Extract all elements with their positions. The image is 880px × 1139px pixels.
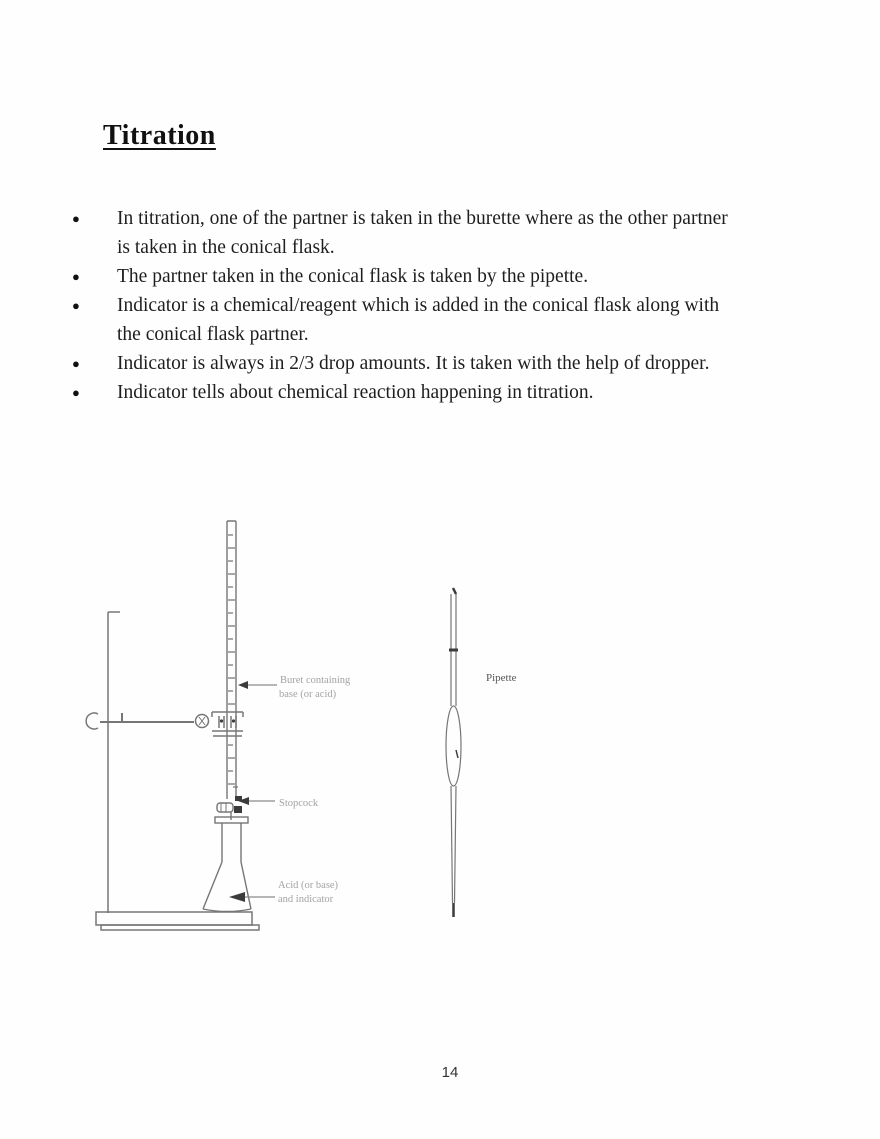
pipette-bulb: [446, 706, 461, 786]
flask-label-line2: and indicator: [278, 894, 334, 905]
retort-stand: [86, 612, 259, 930]
pipette-bulb-mark: [456, 750, 458, 758]
pipette-label: Pipette: [486, 672, 517, 684]
stand-base-edge: [101, 925, 259, 930]
burette: [217, 521, 238, 820]
pipette-upper-stem: [451, 594, 456, 706]
flask-arrowhead: [229, 892, 245, 902]
burette-bracket: [212, 712, 243, 736]
clamp-hook: [86, 713, 98, 729]
stopcock-handle: [217, 803, 233, 812]
burette-label-line1: Buret containing: [280, 675, 351, 686]
stand-pole: [108, 612, 120, 913]
pipette-marks: [449, 588, 458, 917]
burette-label-line2: base (or acid): [279, 689, 337, 700]
stopcock-arrowhead: [238, 797, 249, 805]
pipette-lower-stem: [451, 786, 456, 903]
clamp-arm: [100, 713, 194, 722]
flask-neck: [222, 823, 241, 862]
list-item: ● In titration, one of the partner is taken in the burette where as the other partner is taken in the conical flask.: [72, 204, 744, 262]
list-item: ● Indicator tells about chemical reaction happening in titration.: [72, 378, 744, 407]
page-number: 14: [441, 1064, 459, 1081]
stopcock-label: Stopcock: [279, 798, 319, 809]
list-item: ● Indicator is a chemical/reagent which is added in the conical flask along with the conical flask partner.: [72, 291, 744, 349]
pipette: [446, 594, 461, 903]
conical-flask: [203, 817, 251, 912]
flask-label-line1: Acid (or base): [278, 880, 339, 891]
list-item: ● The partner taken in the conical flask is taken by the pipette.: [72, 262, 744, 291]
flask-cone: [203, 862, 251, 912]
burette-arrowhead: [238, 681, 248, 689]
burette-graduations: [228, 535, 238, 787]
leader-arrows: [229, 681, 277, 902]
stopcock-valve: [234, 796, 242, 813]
bracket-bolts: [220, 719, 235, 722]
clamp-knob: [196, 715, 209, 728]
pipette-top-tip: [453, 588, 456, 594]
page-title: Titration: [103, 120, 216, 151]
clamp-knob-detail: [199, 717, 205, 725]
list-item: ● Indicator is always in 2/3 drop amounts. It is taken with the help of dropper.: [72, 349, 744, 378]
burette-tube: [227, 521, 236, 799]
flask-rim: [215, 817, 248, 823]
diagram-labels: [278, 672, 517, 905]
stand-base: [96, 912, 252, 925]
stopcock-handle-hatch: [221, 803, 226, 812]
bullet-list: [72, 204, 744, 407]
